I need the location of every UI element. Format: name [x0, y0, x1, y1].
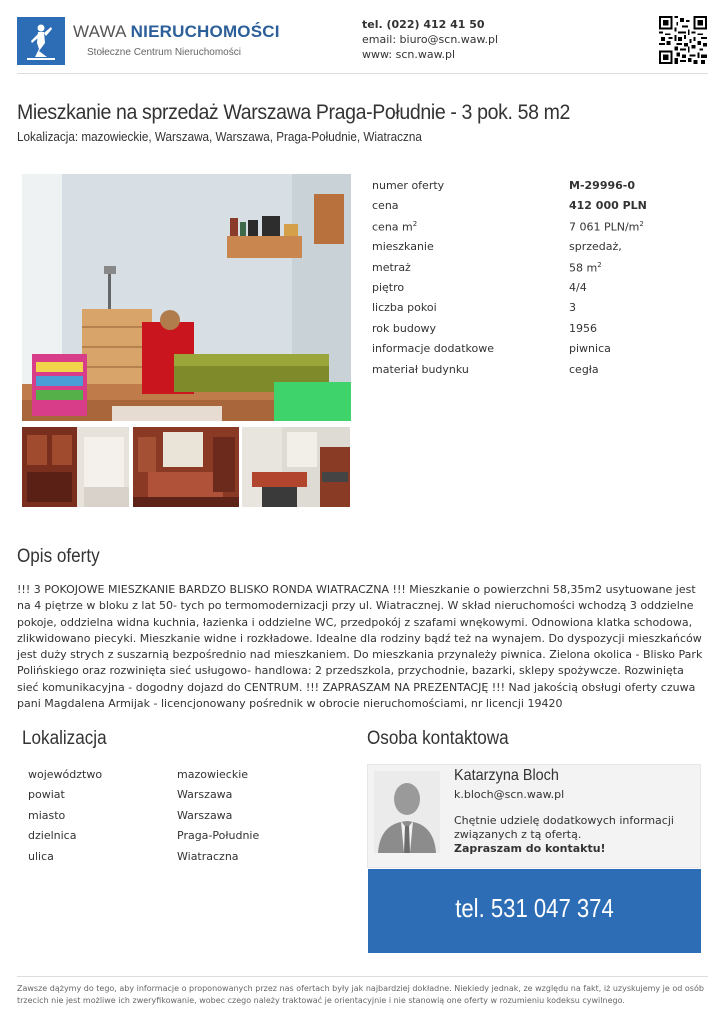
agent-phone-box[interactable]: [368, 869, 701, 953]
param-label: mieszkanie: [372, 240, 434, 254]
param-label: rok budowy: [372, 321, 437, 335]
listing-location: Lokalizacja: mazowieckie, Warszawa, Warszawa, Praga-Południe, Wiatraczna: [17, 129, 422, 144]
mermaid-logo-icon[interactable]: [17, 17, 65, 65]
gallery-thumbnail[interactable]: [242, 427, 350, 507]
brand-subtitle: Stołeczne Centrum Nieruchomości: [87, 47, 241, 58]
location-key: województwo: [28, 768, 103, 781]
location-value: Warszawa: [177, 788, 233, 802]
location-value: mazowieckie: [177, 768, 249, 781]
param-value: 3: [569, 301, 576, 315]
param-row: [372, 281, 712, 301]
page-header: [0, 0, 725, 74]
gallery-thumbnail[interactable]: [133, 427, 239, 507]
param-row: [372, 342, 712, 362]
param-label: piętro: [372, 281, 405, 294]
param-label: metraż: [372, 260, 411, 274]
agent-message: [454, 814, 684, 856]
contact-heading: Osoba kontaktowa: [367, 728, 509, 749]
person-silhouette-icon: [374, 771, 440, 853]
param-label: cena $m^2$: [372, 219, 418, 234]
param-value: M-29996-0: [569, 179, 635, 192]
location-row: [28, 768, 328, 788]
location-key: ulica: [28, 849, 54, 863]
param-label: materiał budynku: [372, 362, 469, 376]
location-row: [28, 850, 328, 870]
param-row: [372, 220, 712, 240]
location-key: powiat: [28, 788, 65, 802]
param-value: sprzedaż,: [569, 240, 622, 254]
param-value: piwnica: [569, 342, 611, 356]
param-value: cegła: [569, 362, 599, 376]
location-key: dzielnica: [28, 829, 77, 843]
param-row: [372, 322, 712, 342]
param-label: numer oferty: [372, 179, 445, 192]
param-row: [372, 240, 712, 260]
param-value: 4/4: [569, 281, 587, 294]
office-contact: [362, 17, 498, 62]
location-row: [28, 809, 328, 829]
agent-email[interactable]: k.bloch@scn.waw.pl: [454, 788, 565, 801]
agent-message-line: związanych z tą ofertą.: [454, 828, 582, 841]
main-photo[interactable]: [22, 174, 351, 421]
param-value: 58 $m^2$: [569, 260, 602, 275]
brand-bold: NIERUCHOMOŚCI: [130, 22, 280, 41]
location-key: miasto: [28, 808, 66, 822]
param-row: [372, 179, 712, 199]
qr-code-icon: [659, 16, 707, 64]
param-row: [372, 363, 712, 383]
location-value: Wiatraczna: [177, 849, 239, 863]
agent-name: Katarzyna Bloch: [454, 767, 559, 784]
param-value: 1956: [569, 321, 597, 335]
gallery-thumbnail[interactable]: [22, 427, 129, 507]
agent-message-cta: Zapraszam do kontaktu!: [454, 842, 606, 855]
header-divider: [17, 73, 708, 74]
location-value: Praga-Południe: [177, 829, 260, 843]
location-value: Warszawa: [177, 808, 233, 822]
listing-title: Mieszkanie na sprzedaż Warszawa Praga-Południe - 3 pok. 58 m2: [17, 101, 571, 124]
description-text: !!! 3 POKOJOWE MIESZKANIE BARDZO BLISKO RONDA WIATRACZNA !!! Mieszkanie o powierzchni 58,35m2 usytuowane jest na 4 piętrze w bloku z lat 50- tych po termomodernizacji przy ul. Wiatracznej. W skład nieruchomości wchodzą 3 oddzielne pokoje, oddzielna widna kuchnia, łazienka i oddzielne WC, przedpokój z szafami wnękowymi. Odnowiona klatka schodowa, zlikwidowano piecyki. Mieszkanie widne i rozkładowe. Idealne dla rodziny bądź też na wynajem. Do dyspozycji mieszkańców jest duży strych z suszarnią bezpośrednio nad mieszkaniem. Do mieszkania przynależy piwnica. Zielona okolica - Blisko Park Polińskiego oraz rozwinięta sieć usługowo- handlowa: 2 przedszkola, przychodnie, bazarki, sklepy spożywcze. Rozwinięta sieć komunikacyjna - dogodny dojazd do CENTRUM. !!! ZAPRASZAM NA PREZENTACJĘ !!! Nad jakością obsługi oferty czuwa pani Magdalena Armijak - licencjonowany pośrednik w obrocie nieruchomościami, nr licencji 19420: [17, 583, 703, 711]
agent-message-line: Chętnie udzielę dodatkowych informacji: [454, 814, 674, 827]
param-row: [372, 199, 712, 219]
office-email[interactable]: email: biuro@scn.waw.pl: [362, 33, 499, 46]
brand-name: [73, 22, 280, 42]
description-heading: Opis oferty: [17, 546, 100, 567]
location-row: [28, 829, 328, 849]
footer-disclaimer: Zawsze dążymy do tego, aby informacje o proponowanych przez nas ofertach były jak najbardziej dokładne. Niekiedy jednak, ze względu na fakt, iż uzyskujemy je od osób trzecich nie jest możliwe ich zweryfikowanie, wobec czego należy traktować je orientacyjnie i nie stanowią one oferty w rozumieniu kodeksu cywilnego.: [17, 984, 704, 1005]
param-label: informacje dodatkowe: [372, 342, 495, 356]
param-label: cena: [372, 199, 399, 213]
param-row: [372, 261, 712, 281]
location-heading: Lokalizacja: [22, 728, 107, 749]
agent-phone[interactable]: tel. 531 047 374: [455, 893, 614, 923]
param-value: 412 000 PLN: [569, 199, 647, 213]
param-value: 7 061 PLN/$m^2$: [569, 219, 644, 234]
office-website[interactable]: www: scn.waw.pl: [362, 48, 456, 61]
param-row: [372, 301, 712, 321]
footer-divider: [17, 976, 708, 977]
param-label: liczba pokoi: [372, 301, 437, 315]
office-phone[interactable]: tel. (022) 412 41 50: [362, 18, 485, 31]
brand-light: WAWA: [73, 22, 131, 41]
location-row: [28, 788, 328, 808]
agent-card: [367, 764, 701, 868]
